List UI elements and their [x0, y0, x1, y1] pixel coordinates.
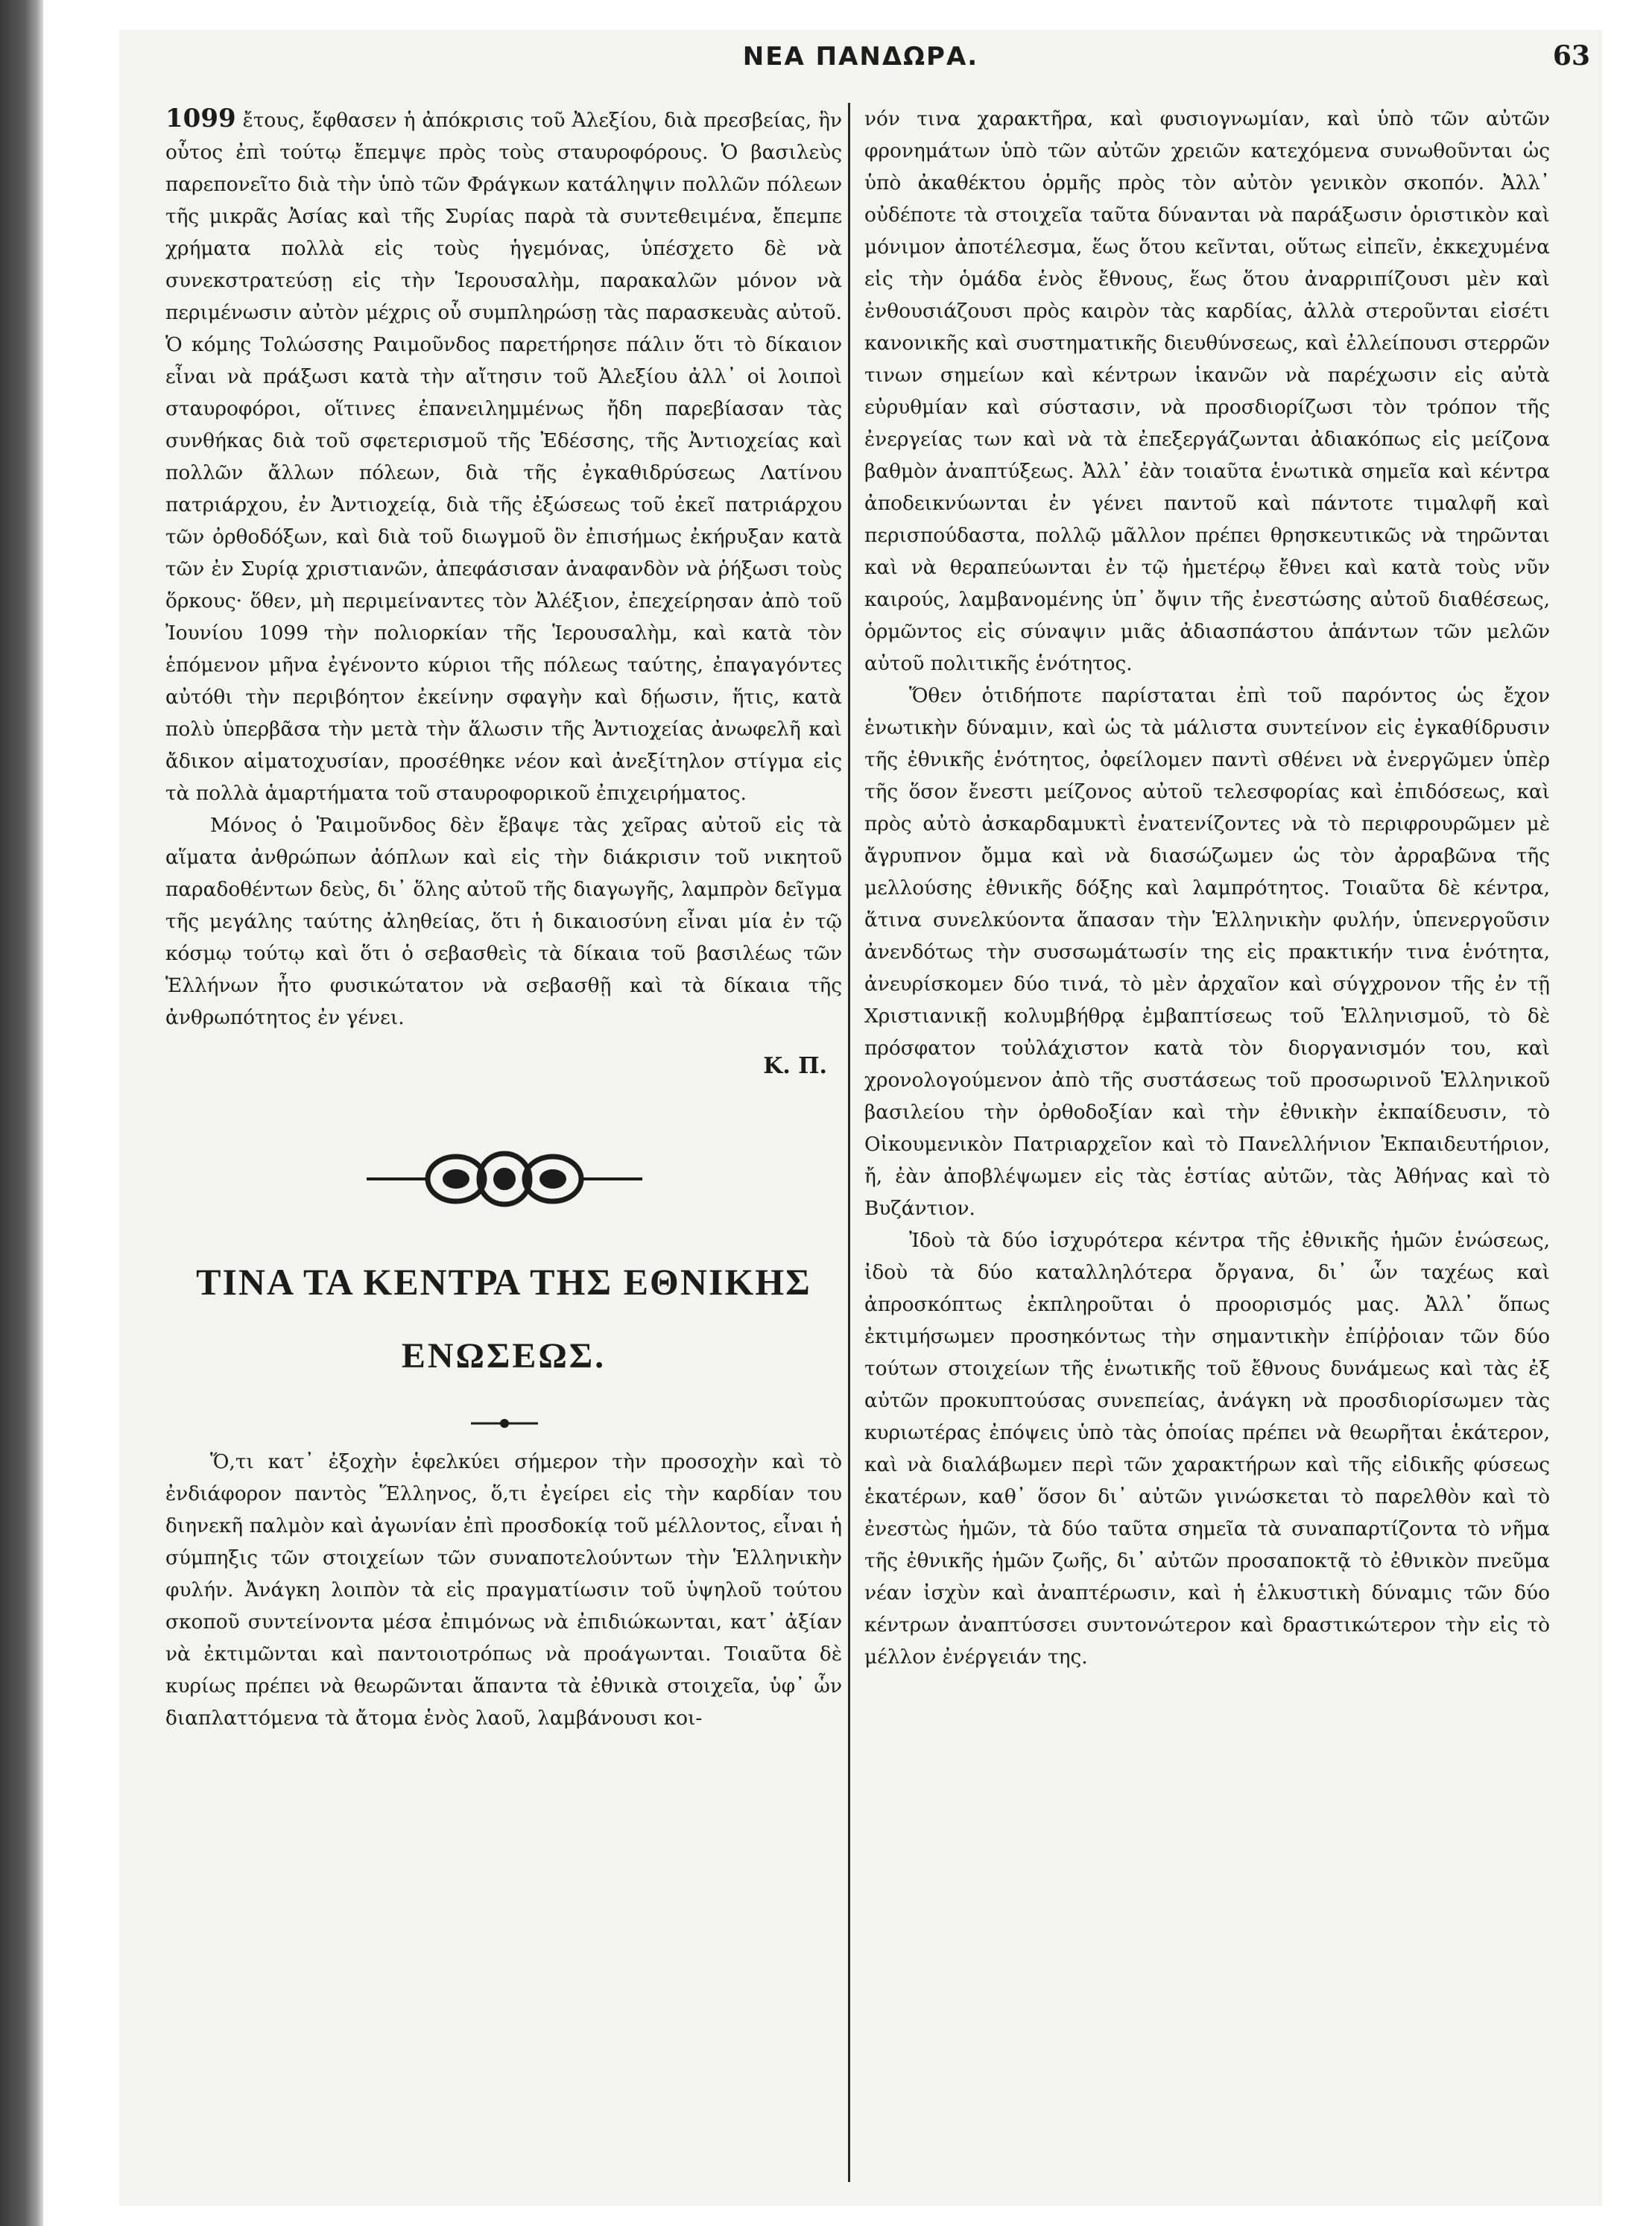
page-header [119, 39, 1602, 83]
title-rule [165, 1401, 842, 1446]
author-signature: Κ. Π. [763, 1053, 827, 1079]
right-column [842, 103, 1550, 1673]
section-ornament [165, 1134, 842, 1224]
ornament-divider-icon [165, 1134, 842, 1224]
continuation-paragraph [165, 103, 842, 809]
running-title: ΝΕΑ ΠΑΝΔΩΡΑ. [742, 42, 979, 72]
right-paragraph-1: νόν τινα χαρακτῆρα, καὶ φυσιογνωμίαν, καὶ ὑπὸ τῶν αὐτῶν φρονημάτων ὑπὸ τῶν αὐτῶν χρειῶν κατεχόμενα συνωθοῦνται ὡς ὑπὸ ἀκαθέκτου ὁρμῆς πρὸς τὸν αὐτὸν γενικὸν σκοπόν. Ἀλλ᾽ οὐδέποτε τὰ στοιχεῖα ταῦτα δύνανται νὰ παράξωσιν ὁριστικὸν καὶ μόνιμον ἀποτέλεσμα, ἕως ὅτου κεῖνται, οὕτως εἰπεῖν, ἐκκεχυμένα εἰς τὴν ὁμάδα ἑνὸς ἔθνους, ἕως ὅτου ἀναρριπίζουσι μὲν καὶ ἐνθουσιάζουσι πρὸς καιρὸν τὰς καρδίας, ἀλλὰ στεροῦνται εἰσέτι κανονικῆς καὶ συστηματικῆς διευθύνσεως, καὶ ἐλλείπουσι στερρῶν τινων σημείων καὶ κέντρων ἱκανῶν νὰ παρέχωσιν εἰς αὐτὰ εὐρυθμίαν καὶ σύστασιν, νὰ προσδιορίζωσι τὸν τρόπον τῆς ἐνεργείας των καὶ νὰ τὰ ἐπεξεργάζωνται ἀδιακόπως εἰς μείζονα βαθμὸν ἀναπτύξεως. Ἀλλ᾽ ἐὰν τοιαῦτα ἑνωτικὰ σημεῖα καὶ κέντρα ἀποδεικνύωνται ἐν γένει παντοῦ καὶ πάντοτε τιμαλφῆ καὶ περισπούδαστα, πολλῷ μᾶλλον πρέπει θρησκευτικῶς νὰ τηρῶνται καὶ νὰ θεραπεύωνται ἐν τῷ ἡμετέρῳ ἔθνει καὶ κατὰ τοὺς νῦν καιρούς, λαμβανομένης ὑπ᾽ ὄψιν τῆς ἐνεστώσης αὐτοῦ διαθέσεως, ὁρμῶντος εἰς σύναψιν μιᾶς ἀδιασπάστου ἁπάντων τῶν μελῶν αὐτοῦ πολιτικῆς ἑνότητος. [864, 107, 1550, 675]
small-rule-icon [165, 1401, 842, 1446]
article-title-line-1: ΤΙΝΑ ΤΑ ΚΕΝΤΡΑ ΤΗΣ ΕΘΝΙΚΗΣ [196, 1261, 811, 1303]
article-title-line-2: ΕΝΩΣΕΩΣ. [401, 1336, 607, 1376]
lead-year: 1099 [165, 104, 236, 133]
left-column [165, 103, 842, 1734]
continuation-paragraph-2: Μόνος ὁ Ῥαιμοῦνδος δὲν ἔβαψε τὰς χεῖρας αὐτοῦ εἰς τὰ αἵματα ἀνθρώπων ἀόπλων καὶ εἰς τὴν διάκρισιν τοῦ νικητοῦ παραδοθέντων δεὺς, δι᾽ ὅλης αὐτοῦ τῆς διαγωγῆς, λαμπρὸν δεῖγμα τῆς μεγάλης ταύτης ἀληθείας, ὅτι ἡ δικαιοσύνη εἶναι μία ἐν τῷ κόσμῳ τούτῳ καὶ ὅτι ὁ σεβασθεὶς τὰ δίκαια τοῦ βασιλέως τῶν Ἑλλήνων ἦτο φυσικώτατον νὰ σεβασθῇ καὶ τὰ δίκαια τῆς ἀνθρωπότητος ἐν γένει. [165, 814, 842, 1029]
right-paragraph-2: Ὅθεν ὁτιδήποτε παρίσταται ἐπὶ τοῦ παρόντος ὡς ἔχον ἑνωτικὴν δύναμιν, καὶ ὡς τὰ μάλιστα συντείνον εἰς ἐγκαθίδρυσιν τῆς ἐθνικῆς ἑνότητος, ὀφείλομεν παντὶ σθένει νὰ ἐνεργῶμεν ὑπὲρ τῆς ὅσον ἔνεστι μείζονος αὐτοῦ τελεσφορίας καὶ ἐπιδόσεως, καὶ πρὸς αὐτὸ ἀσκαρδαμυκτὶ ἐνατενίζοντες νὰ τὸ περιφρουρῶμεν μὲ ἄγρυπνον ὄμμα καὶ νὰ διασώζωμεν ὡς τὸν ἀρραβῶνα τῆς μελλούσης ἐθνικῆς δόξης καὶ λαμπρότητος. Τοιαῦτα δὲ κέντρα, ἅτινα συνελκύοντα ἅπασαν τὴν Ἑλληνικὴν φυλήν, ὑπενεργοῦσιν ἀνενδότως τὴν συσσωμάτωσίν της εἰς πρακτικήν τινα ἑνότητα, ἀνευρίσκομεν δύο τινά, τὸ μὲν ἀρχαῖον καὶ σύγχρονον τῆς ἐν τῇ Χριστιανικῇ κολυμβήθρᾳ ἐμβαπτίσεως τοῦ Ἑλληνισμοῦ, τὸ δὲ πρόσφατον τοὐλάχιστον κατὰ τὸν διοργανισμόν του, καὶ χρονολογούμενον ἀπὸ τῆς συστάσεως τοῦ προσωρινοῦ Ἑλληνικοῦ βασιλείου τὴν ὀρθοδοξίαν καὶ τὴν ἐθνικὴν ἐκπαίδευσιν, τὸ Οἰκουμενικὸν Πατριαρχεῖον καὶ τὸ Πανελλήνιον Ἐκπαιδευτήριον, ἤ, ἐὰν ἀποβλέψωμεν εἰς τὰς ἑστίας αὐτῶν, τὰς Ἀθήνας καὶ τὸ Βυζάντιον. [864, 684, 1550, 1220]
continuation-text: ἔτους, ἔφθασεν ἡ ἀπόκρισις τοῦ Ἀλεξίου, διὰ πρεσβείας, ἣν οὗτος ἐπὶ τούτῳ ἔπεμψε πρὸς τοὺς σταυροφόρους. Ὁ βασιλεὺς παρεπονεῖτο διὰ τὴν ὑπὸ τῶν Φράγκων κατάληψιν πολλῶν πόλεων τῆς μικρᾶς Ἀσίας καὶ τῆς Συρίας παρὰ τὰ συντεθειμένα, ἔπεμπε χρήματα πολλὰ εἰς τοὺς ἡγεμόνας, ὑπέσχετο δὲ νὰ συνεκστρατεύσῃ εἰς τὴν Ἱερουσαλὴμ, παρακαλῶν μόνον νὰ περιμένωσιν αὐτὸν μέχρις οὗ συμπληρώσῃ τὰς παρασκευὰς αὐτοῦ. Ὁ κόμης Τολώσσης Ραιμοῦνδος παρετήρησε πάλιν ὅτι τὸ δίκαιον εἶναι νὰ πράξωσι κατὰ τὴν αἴτησιν τοῦ Ἀλεξίου ἀλλ᾽ οἱ λοιποὶ σταυροφόροι, οἵτινες ἐπανειλημμένως ἤδη παρεβίασαν τὰς συνθήκας διὰ τοῦ σφετερισμοῦ τῆς Ἐδέσσης, τῆς Ἀντιοχείας καὶ πολλῶν ἄλλων πόλεων, διὰ τῆς ἐγκαθιδρύσεως Λατίνου πατριάρχου, ἐν Ἀντιοχείᾳ, διὰ τῆς ἐξώσεως τοῦ ἐκεῖ πατριάρχου τῶν ὀρθοδόξων, καὶ διὰ τοῦ διωγμοῦ ὃν ἐπισήμως ἐκήρυξαν κατὰ τῶν ἐν Συρίᾳ χριστιανῶν, ἀπεφάσισαν ἀναφανδὸν νὰ ῥήξωσι τοὺς ὅρκους· ὅθεν, μὴ περιμείναντες τὸν Ἀλέξιον, ἐπεχείρησαν ἀπὸ τοῦ Ἰουνίου 1099 τὴν πολιορκίαν τῆς Ἱερουσαλὴμ, καὶ κατὰ τὸν ἑπόμενον μῆνα ἐγένοντο κύριοι τῆς πόλεως ταύτης, ἐπαγαγόντες αὐτόθι τὴν περιβόητον ἐκείνην σφαγὴν καὶ δῄωσιν, ἥτις, κατὰ πολὺ ὑπερβᾶσα τὴν μετὰ τὴν ἅλωσιν τῆς Ἀντιοχείας ἀνωφελῆ καὶ ἄδικον αἱματοχυσίαν, προσέθηκε νέον καὶ ἀνεξίτηλον στίγμα εἰς τὰ πολλὰ ἁμαρτήματα τοῦ σταυροφορικοῦ ἐπιχειρήματος. [165, 109, 842, 805]
page-number: 63 [1552, 40, 1590, 72]
right-paragraph-3: Ἰδοὺ τὰ δύο ἰσχυρότερα κέντρα τῆς ἐθνικῆς ἡμῶν ἑνώσεως, ἰδοὺ τὰ δύο καταλληλότερα ὄργανα, δι᾽ ὧν ταχέως καὶ ἀπροσκόπτως ἐκπληροῦται ὁ προορισμός μας. Ἀλλ᾽ ὅπως ἐκτιμήσωμεν προσηκόντως τὴν σημαντικὴν ἐπίῤῥοιαν τῶν δύο τούτων στοιχείων τῆς ἑνωτικῆς τοῦ ἔθνους δυνάμεως καὶ τὰς ἐξ αὐτῶν προκυπτούσας συνεπείας, ἀνάγκη νὰ προσδιορίσωμεν τὰς κυριωτέρας ἐπόψεις ὑπὸ τὰς ὁποίας πρέπει νὰ θεωρῆται ἑκάτερον, καὶ νὰ διαλάβωμεν περὶ τῶν χαρακτήρων καὶ τῆς εἰδικῆς φύσεως ἑκατέρων, καθ᾽ ὅσον δι᾽ αὐτῶν γινώσκεται τὸ παρελθὸν καὶ τὸ ἐνεστὼς ἡμῶν, τὰ δύο ταῦτα σημεῖα τὰ συναπαρτίζοντα τὸ νῆμα τῆς ἐθνικῆς ἡμῶν ζωῆς, δι᾽ αὐτῶν προσαποκτᾷ τὸ ἐθνικὸν πνεῦμα νέαν ἰσχὺν καὶ ἀναπτέρωσιν, καὶ ἡ ἑλκυστικὴ δύναμις τῶν δύο κέντρων ἀναπτύσσει συντονώτερον καὶ δραστικώτερον τὴν εἰς τὸ μέλλον ἐνέργειάν της. [864, 1229, 1550, 1669]
book-binding-shadow [0, 0, 43, 2226]
article-paragraph-1: Ὅ,τι κατ᾽ ἐξοχὴν ἑφελκύει σήμερον τὴν προσοχὴν καὶ τὸ ἐνδιάφορον παντὸς Ἕλληνος, ὅ,τι ἐγείρει εἰς τὴν καρδίαν του διηνεκῆ παλμὸν καὶ ἀγωνίαν ἐπὶ προσδοκίᾳ τοῦ μέλλοντος, εἶναι ἡ σύμπηξις τῶν στοιχείων τῶν συναποτελούντων τὴν Ἑλληνικὴν φυλήν. Ἀνάγκη λοιπὸν τὰ εἰς πραγματίωσιν τοῦ ὑψηλοῦ τούτου σκοποῦ συντείνοντα μέσα ἐπιμόνως νὰ ἐπιδιώκωνται, κατ᾽ ἀξίαν νὰ ἐκτιμῶνται καὶ παντοιοτρόπως νὰ προάγωνται. Τοιαῦτα δὲ κυρίως πρέπει νὰ θεωρῶνται ἅπαντα τὰ ἐθνικὰ στοιχεῖα, ὑφ᾽ ὧν διαπλαττόμενα τὰ ἄτομα ἑνὸς λαοῦ, λαμβάνουσι κοι- [165, 1450, 842, 1730]
